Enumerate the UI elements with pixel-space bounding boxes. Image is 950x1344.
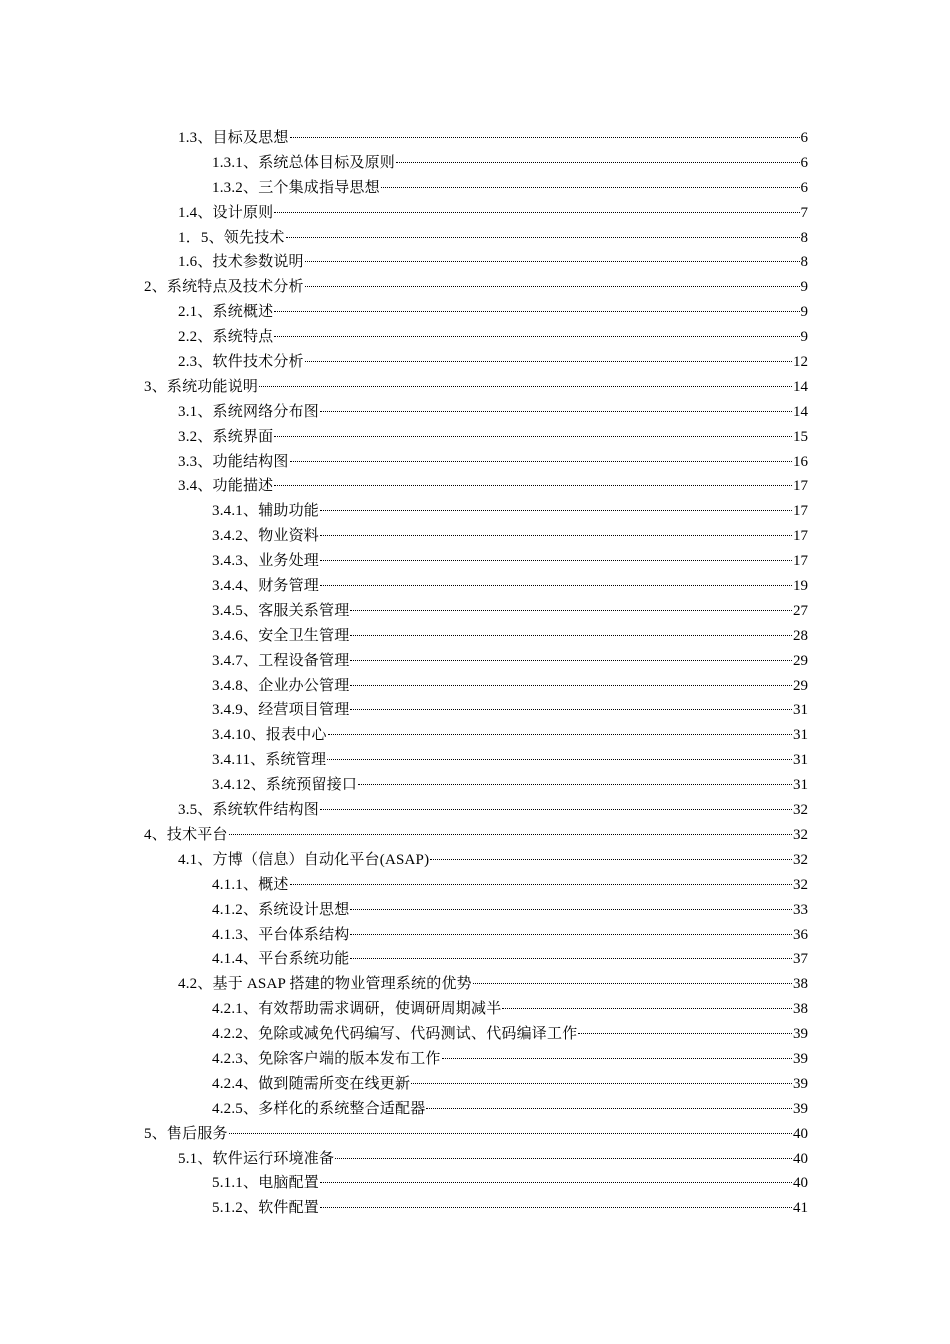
toc-entry-page-number: 31 [793, 752, 808, 769]
toc-dot-leader [320, 797, 792, 810]
toc-entry[interactable] [212, 1072, 808, 1097]
toc-entry-page-number: 9 [800, 279, 808, 296]
toc-entry[interactable] [212, 898, 808, 923]
toc-entry-title: 3.4.9、经营项目管理 [212, 702, 350, 719]
toc-entry-page-number: 39 [793, 1100, 808, 1117]
toc-entry-title: 3.1、系统网络分布图 [178, 403, 319, 420]
toc-entry-page-number: 39 [793, 1026, 808, 1043]
toc-dot-leader [350, 697, 792, 710]
toc-entry[interactable] [212, 997, 808, 1022]
toc-entry-page-number: 41 [793, 1200, 808, 1217]
toc-dot-leader [320, 399, 792, 412]
toc-entry[interactable] [212, 574, 808, 599]
toc-entry[interactable] [212, 1097, 808, 1122]
toc-entry[interactable] [212, 723, 808, 748]
table-of-contents [0, 126, 950, 1221]
toc-dot-leader [350, 946, 792, 959]
toc-dot-leader [274, 299, 799, 312]
toc-entry[interactable] [178, 201, 808, 226]
toc-entry-title: 1.3、目标及思想 [178, 130, 289, 146]
toc-entry-page-number: 40 [793, 1125, 808, 1142]
toc-dot-leader [358, 772, 792, 785]
toc-entry-title: 1.6、技术参数说明 [178, 254, 304, 271]
toc-entry-title: 3.4.2、物业资料 [212, 528, 320, 545]
toc-entry-page-number: 16 [793, 453, 808, 470]
toc-dot-leader [290, 872, 792, 885]
toc-entry-title: 3.3、功能结构图 [178, 453, 289, 470]
toc-entry[interactable] [212, 1047, 808, 1072]
toc-entry[interactable] [212, 649, 808, 674]
toc-dot-leader [320, 523, 792, 536]
toc-entry-page-number: 6 [800, 179, 808, 196]
toc-entry-title: 4.1.3、平台体系结构 [212, 926, 350, 943]
toc-entry-title: 3.4.7、工程设备管理 [212, 652, 350, 669]
toc-entry[interactable] [212, 151, 808, 176]
toc-dot-leader [305, 249, 800, 262]
toc-entry[interactable] [178, 126, 808, 151]
toc-entry-title: 2、系统特点及技术分析 [144, 279, 304, 296]
toc-entry-title: 4.2.4、做到随需所变在线更新 [212, 1075, 411, 1092]
toc-dot-leader [473, 971, 792, 984]
toc-entry-page-number: 38 [793, 1001, 808, 1018]
toc-entry-page-number: 12 [793, 354, 808, 371]
toc-entry[interactable] [178, 300, 808, 325]
toc-entry-title: 4.1.1、概述 [212, 876, 289, 893]
toc-entry[interactable] [178, 848, 808, 873]
toc-entry-page-number: 32 [793, 802, 808, 819]
toc-entry-page-number: 29 [793, 652, 808, 669]
toc-entry[interactable] [212, 947, 808, 972]
toc-entry-title: 4.2.2、免除或减免代码编写、代码测试、代码编译工作 [212, 1026, 578, 1043]
toc-entry-title: 3.4.1、辅助功能 [212, 503, 320, 520]
toc-dot-leader [578, 1021, 792, 1034]
toc-entry-title: 3.4.8、企业办公管理 [212, 677, 350, 694]
toc-entry-page-number: 27 [793, 602, 808, 619]
toc-entry-page-number: 17 [793, 528, 808, 545]
toc-entry-page-number: 17 [793, 553, 808, 570]
toc-entry-page-number: 32 [793, 876, 808, 893]
toc-entry-title: 4.2.1、有效帮助需求调研，使调研周期减半 [212, 1001, 502, 1018]
toc-entry[interactable] [144, 275, 808, 300]
toc-entry-page-number: 40 [793, 1175, 808, 1192]
toc-entry[interactable] [178, 1147, 808, 1172]
toc-dot-leader [290, 449, 792, 462]
toc-entry[interactable] [178, 325, 808, 350]
toc-entry-page-number: 6 [800, 154, 808, 171]
toc-entry[interactable] [178, 250, 808, 275]
toc-entry[interactable] [212, 599, 808, 624]
toc-entry[interactable] [178, 425, 808, 450]
toc-entry-page-number: 39 [793, 1050, 808, 1067]
toc-dot-leader [396, 150, 799, 163]
toc-entry-page-number: 9 [800, 304, 808, 321]
toc-entry-title: 4.1.4、平台系统功能 [212, 951, 350, 968]
toc-entry-page-number: 14 [793, 378, 808, 395]
toc-entry-title: 3.4、功能描述 [178, 478, 274, 495]
toc-dot-leader [350, 897, 792, 910]
toc-dot-leader [290, 125, 800, 138]
toc-entry-title: 3.4.6、安全卫生管理 [212, 627, 350, 644]
toc-entry-title: 3.4.3、业务处理 [212, 553, 320, 570]
toc-dot-leader [286, 225, 800, 238]
toc-dot-leader [327, 747, 792, 760]
toc-entry[interactable] [212, 176, 808, 201]
toc-entry-page-number: 29 [793, 677, 808, 694]
toc-entry[interactable] [212, 923, 808, 948]
toc-entry-title: 3.4.5、客服关系管理 [212, 602, 350, 619]
toc-entry-page-number: 37 [793, 951, 808, 968]
toc-dot-leader [320, 1170, 792, 1183]
toc-dot-leader [274, 424, 792, 437]
toc-entry-title: 2.2、系统特点 [178, 329, 274, 346]
toc-entry-title: 4.2.5、多样化的系统整合适配器 [212, 1100, 426, 1117]
toc-entry-title: 5.1.2、软件配置 [212, 1200, 320, 1217]
toc-entry-page-number: 7 [800, 204, 808, 221]
toc-entry-title: 3.2、系统界面 [178, 428, 274, 445]
toc-entry-page-number: 39 [793, 1075, 808, 1092]
toc-entry-title: 1.3.1、系统总体目标及原则 [212, 154, 396, 171]
toc-dot-leader [259, 374, 792, 387]
toc-entry-page-number: 15 [793, 428, 808, 445]
toc-entry[interactable] [144, 1122, 808, 1147]
toc-entry-page-number: 8 [800, 254, 808, 271]
toc-entry[interactable] [212, 773, 808, 798]
toc-dot-leader [320, 548, 792, 561]
toc-dot-leader [229, 822, 792, 835]
toc-entry[interactable] [178, 450, 808, 475]
toc-entry-page-number: 17 [793, 503, 808, 520]
toc-entry-page-number: 32 [793, 851, 808, 868]
toc-entry-page-number: 33 [793, 901, 808, 918]
toc-entry-title: 4.1、方博（信息）自动化平台(ASAP) [178, 851, 430, 868]
toc-entry[interactable] [212, 499, 808, 524]
toc-dot-leader [502, 996, 792, 1009]
toc-entry[interactable] [212, 1196, 808, 1221]
toc-entry-title: 4.2、基于 ASAP 搭建的物业管理系统的优势 [178, 976, 472, 993]
toc-entry-page-number: 36 [793, 926, 808, 943]
toc-entry-title: 2.3、软件技术分析 [178, 354, 304, 371]
toc-entry-title: 1.4、设计原则 [178, 204, 274, 221]
toc-dot-leader [430, 847, 792, 860]
toc-entry[interactable] [212, 1022, 808, 1047]
toc-entry-page-number: 31 [793, 702, 808, 719]
toc-entry[interactable] [178, 972, 808, 997]
toc-entry[interactable] [178, 350, 808, 375]
toc-entry-page-number: 31 [793, 777, 808, 794]
toc-dot-leader [442, 1046, 792, 1059]
toc-entry-page-number: 6 [800, 130, 808, 146]
toc-entry-page-number: 40 [793, 1150, 808, 1167]
toc-entry-page-number: 28 [793, 627, 808, 644]
toc-dot-leader [328, 722, 792, 735]
toc-dot-leader [320, 573, 792, 586]
toc-entry-title: 1．5、领先技术 [178, 229, 285, 246]
toc-entry-title: 3.5、系统软件结构图 [178, 802, 319, 819]
toc-dot-leader [350, 673, 792, 686]
toc-entry-page-number: 8 [800, 229, 808, 246]
toc-entry[interactable] [178, 226, 808, 251]
toc-dot-leader [411, 1071, 792, 1084]
toc-dot-leader [350, 598, 792, 611]
toc-dot-leader [335, 1146, 792, 1159]
toc-entry-title: 4.2.3、免除客户端的版本发布工作 [212, 1050, 441, 1067]
toc-entry-title: 1.3.2、三个集成指导思想 [212, 179, 380, 196]
toc-entry-title: 2.1、系统概述 [178, 304, 274, 321]
toc-entry-page-number: 17 [793, 478, 808, 495]
toc-entry-title: 4.1.2、系统设计思想 [212, 901, 350, 918]
toc-dot-leader [305, 349, 792, 362]
toc-entry[interactable] [212, 549, 808, 574]
toc-entry[interactable] [212, 624, 808, 649]
toc-dot-leader [350, 623, 792, 636]
toc-dot-leader [350, 922, 792, 935]
toc-entry[interactable] [212, 873, 808, 898]
toc-dot-leader [274, 473, 792, 486]
toc-dot-leader [274, 200, 799, 213]
toc-entry-title: 3、系统功能说明 [144, 378, 259, 395]
toc-entry[interactable] [212, 698, 808, 723]
toc-entry-page-number: 31 [793, 727, 808, 744]
toc-entry-title: 3.4.11、系统管理 [212, 752, 327, 769]
toc-dot-leader [274, 324, 799, 337]
toc-entry[interactable] [212, 674, 808, 699]
toc-entry[interactable] [212, 748, 808, 773]
toc-dot-leader [320, 498, 792, 511]
toc-entry-page-number: 19 [793, 578, 808, 595]
toc-entry-title: 3.4.4、财务管理 [212, 578, 320, 595]
toc-dot-leader [305, 274, 800, 287]
toc-entry-title: 5.1.1、电脑配置 [212, 1175, 320, 1192]
toc-dot-leader [320, 1195, 792, 1208]
toc-entry[interactable] [144, 823, 808, 848]
toc-entry[interactable] [178, 474, 808, 499]
toc-entry-title: 5.1、软件运行环境准备 [178, 1150, 335, 1167]
toc-entry-title: 3.4.12、系统预留接口 [212, 777, 358, 794]
toc-dot-leader [381, 175, 800, 188]
toc-entry[interactable] [178, 798, 808, 823]
toc-entry[interactable] [212, 1171, 808, 1196]
toc-entry-title: 3.4.10、报表中心 [212, 727, 327, 744]
toc-dot-leader [350, 648, 792, 661]
toc-entry[interactable] [212, 524, 808, 549]
toc-entry-page-number: 14 [793, 403, 808, 420]
toc-entry-title: 5、售后服务 [144, 1125, 228, 1142]
toc-entry-page-number: 38 [793, 976, 808, 993]
toc-dot-leader [426, 1096, 792, 1109]
toc-entry-page-number: 9 [800, 329, 808, 346]
toc-entry[interactable] [178, 400, 808, 425]
toc-dot-leader [229, 1121, 792, 1134]
toc-entry[interactable] [144, 375, 808, 400]
toc-entry-page-number: 32 [793, 826, 808, 843]
toc-entry-title: 4、技术平台 [144, 826, 228, 843]
